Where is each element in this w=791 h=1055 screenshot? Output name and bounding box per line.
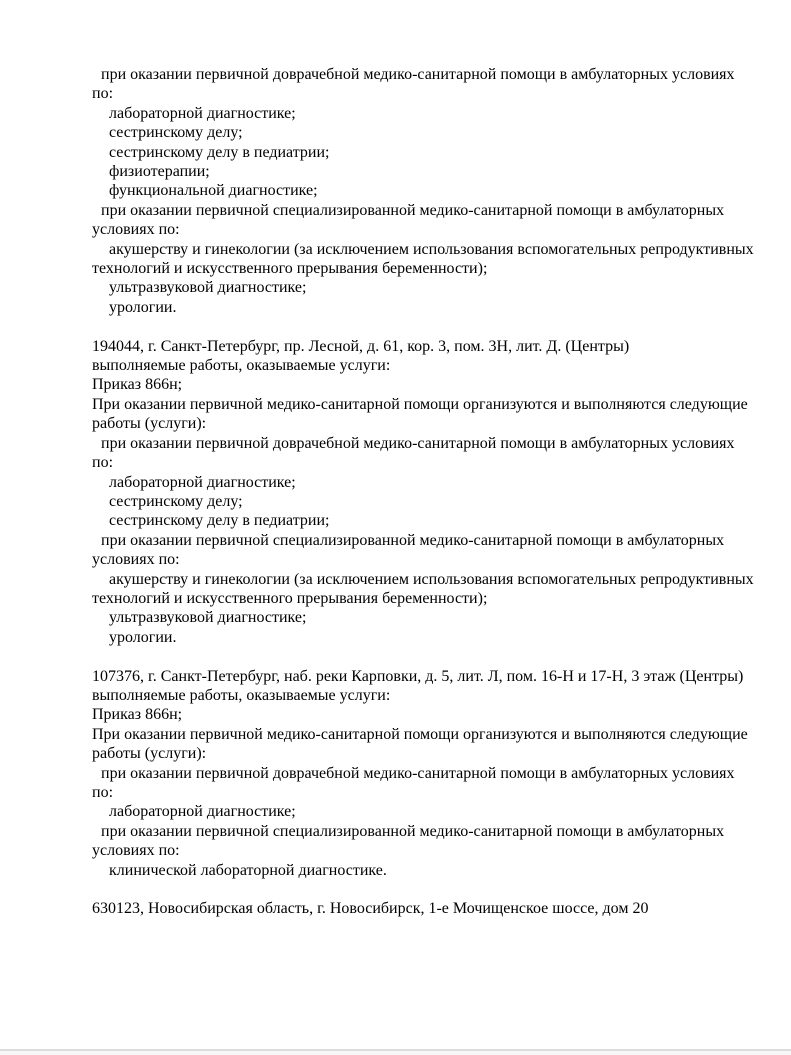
doc-line: выполняемые работы, оказываемые услуги: — [92, 686, 391, 704]
horizontal-scrollbar-track[interactable] — [0, 1049, 791, 1055]
doc-line: физиотерапии; — [109, 163, 210, 181]
doc-line: по: — [92, 454, 114, 472]
doc-line: акушерству и гинекологии (за исключением использования вспомогательных репродуктивных — [109, 240, 754, 258]
doc-line: по: — [92, 85, 114, 103]
doc-line: при оказании первичной доврачебной медико-санитарной помощи в амбулаторных условиях — [101, 66, 735, 83]
doc-line: сестринскому делу в педиатрии; — [109, 143, 330, 161]
doc-line: условиях по: — [92, 551, 180, 569]
doc-line: условиях по: — [92, 221, 180, 239]
doc-line: работы (услуги): — [92, 415, 207, 433]
doc-line: технологий и искусственного прерывания беременности); — [92, 260, 488, 278]
license-address-block — [92, 337, 762, 648]
doc-line: При оказании первичной медико-санитарной помощи организуются и выполняются следующие — [92, 395, 748, 413]
doc-line: сестринскому делу; — [109, 492, 243, 510]
address-line: 194044, г. Санкт-Петербург, пр. Лесной, д. 61, кор. 3, пом. 3Н, лит. Д. (Центры) — [92, 337, 630, 355]
doc-line: лабораторной диагностике; — [109, 803, 296, 821]
doc-line: лабораторной диагностике; — [109, 104, 296, 122]
doc-line: технологий и искусственного прерывания беременности); — [92, 589, 488, 607]
doc-line: лабораторной диагностике; — [109, 473, 296, 491]
license-address-block — [92, 667, 762, 880]
address-line: 630123, Новосибирская область, г. Новосибирск, 1-е Мочищенское шоссе, дом 20 — [92, 900, 649, 918]
doc-line: при оказании первичной доврачебной медико-санитарной помощи в амбулаторных условиях — [101, 764, 735, 782]
doc-line: при оказании первичной специализированной медико-санитарной помощи в амбулаторных — [101, 822, 725, 840]
license-document-text — [92, 65, 762, 919]
address-line: 107376, г. Санкт-Петербург, наб. реки Карповки, д. 5, лит. Л, пом. 16-Н и 17-Н, 3 этаж (Центры) — [92, 667, 744, 685]
doc-line: при оказании первичной доврачебной медико-санитарной помощи в амбулаторных условиях — [101, 434, 735, 452]
doc-line: При оказании первичной медико-санитарной помощи организуются и выполняются следующие — [92, 725, 748, 743]
doc-line: урологии. — [109, 298, 177, 316]
license-works-block — [92, 65, 762, 317]
doc-line: при оказании первичной специализированной медико-санитарной помощи в амбулаторных — [101, 531, 725, 549]
doc-line: сестринскому делу; — [109, 124, 243, 142]
doc-line: урологии. — [109, 628, 177, 646]
doc-line: акушерству и гинекологии (за исключением использования вспомогательных репродуктивных — [109, 570, 754, 588]
doc-line: по: — [92, 784, 114, 801]
license-address-block — [92, 899, 762, 918]
doc-line: условиях по: — [92, 842, 180, 860]
doc-line: клинической лабораторной диагностике. — [109, 861, 387, 879]
doc-line: Приказ 866н; — [92, 376, 183, 394]
doc-line: Приказ 866н; — [92, 706, 183, 724]
doc-line: сестринскому делу в педиатрии; — [109, 512, 330, 530]
doc-line: функциональной диагностике; — [109, 182, 318, 200]
doc-line: работы (услуги): — [92, 745, 207, 763]
doc-line: при оказании первичной специализированной медико-санитарной помощи в амбулаторных — [101, 201, 725, 219]
doc-line: ультразвуковой диагностике; — [109, 609, 307, 627]
doc-line: ультразвуковой диагностике; — [109, 279, 307, 297]
doc-line: выполняемые работы, оказываемые услуги: — [92, 357, 391, 375]
